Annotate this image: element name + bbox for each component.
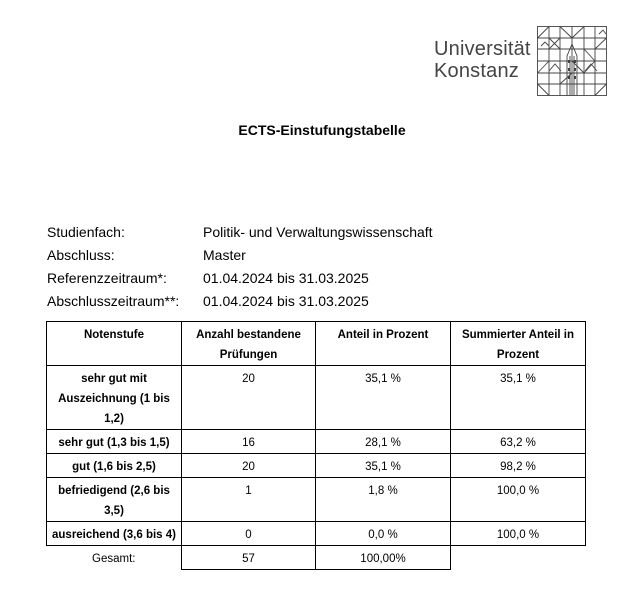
share-cell: 35,1 %: [316, 454, 451, 478]
page-title: ECTS-Einstufungstabelle: [238, 122, 406, 138]
info-value: 01.04.2024 bis 31.03.2025: [203, 292, 369, 309]
info-row-referenzzeitraum: [47, 266, 433, 289]
header-summiert: Summierter Anteil in Prozent: [451, 322, 586, 366]
table-row: [47, 478, 586, 522]
table-row: [47, 430, 586, 454]
grade-cell: sehr gut (1,3 bis 1,5): [47, 430, 182, 454]
total-count: 57: [182, 546, 316, 570]
count-cell: 0: [182, 522, 316, 546]
cumulative-cell: 100,0 %: [451, 522, 586, 546]
info-value: 01.04.2024 bis 31.03.2025: [203, 269, 369, 286]
grade-cell: ausreichend (3,6 bis 4): [47, 522, 182, 546]
table-total-row: [47, 546, 586, 570]
logo-line-1: Universität: [434, 38, 531, 60]
count-cell: 20: [182, 454, 316, 478]
cumulative-cell: 63,2 %: [451, 430, 586, 454]
info-label: Studienfach:: [47, 223, 125, 240]
total-share: 100,00%: [316, 546, 451, 570]
university-logo: [434, 26, 606, 96]
cumulative-cell: 98,2 %: [451, 454, 586, 478]
table-row: [47, 522, 586, 546]
share-cell: 0,0 %: [316, 522, 451, 546]
share-cell: 1,8 %: [316, 478, 451, 522]
cumulative-cell: 35,1 %: [451, 366, 586, 430]
count-cell: 1: [182, 478, 316, 522]
info-value: Politik- und Verwaltungswissenschaft: [203, 223, 433, 240]
info-label: Abschlusszeitraum**:: [47, 292, 180, 309]
logo-wordmark: [434, 38, 531, 82]
share-cell: 28,1 %: [316, 430, 451, 454]
grade-cell: sehr gut mit Auszeichnung (1 bis 1,2): [47, 366, 182, 430]
info-row-studienfach: [47, 220, 433, 243]
grade-cell: befriedigend (2,6 bis 3,5): [47, 478, 182, 522]
header-anzahl: Anzahl bestandene Prüfungen: [182, 322, 316, 366]
cumulative-cell: 100,0 %: [451, 478, 586, 522]
table-row: [47, 454, 586, 478]
table-row: [47, 366, 586, 430]
share-cell: 35,1 %: [316, 366, 451, 430]
info-label: Referenzzeitraum*:: [47, 269, 167, 286]
info-row-abschluss: [47, 243, 433, 266]
university-emblem-icon: [537, 26, 607, 96]
empty-cell: [451, 546, 586, 570]
table-header-row: [47, 322, 586, 366]
header-anteil: Anteil in Prozent: [316, 322, 451, 366]
info-value: Master: [203, 246, 246, 263]
grade-cell: gut (1,6 bis 2,5): [47, 454, 182, 478]
info-label: Abschluss:: [47, 246, 115, 263]
info-row-abschlusszeitraum: [47, 289, 433, 312]
info-block: [47, 220, 433, 312]
logo-line-2: Konstanz: [434, 60, 519, 82]
total-label: Gesamt:: [47, 546, 182, 570]
ects-grade-table: [46, 321, 586, 570]
count-cell: 20: [182, 366, 316, 430]
count-cell: 16: [182, 430, 316, 454]
header-notenstufe: Notenstufe: [47, 322, 182, 366]
